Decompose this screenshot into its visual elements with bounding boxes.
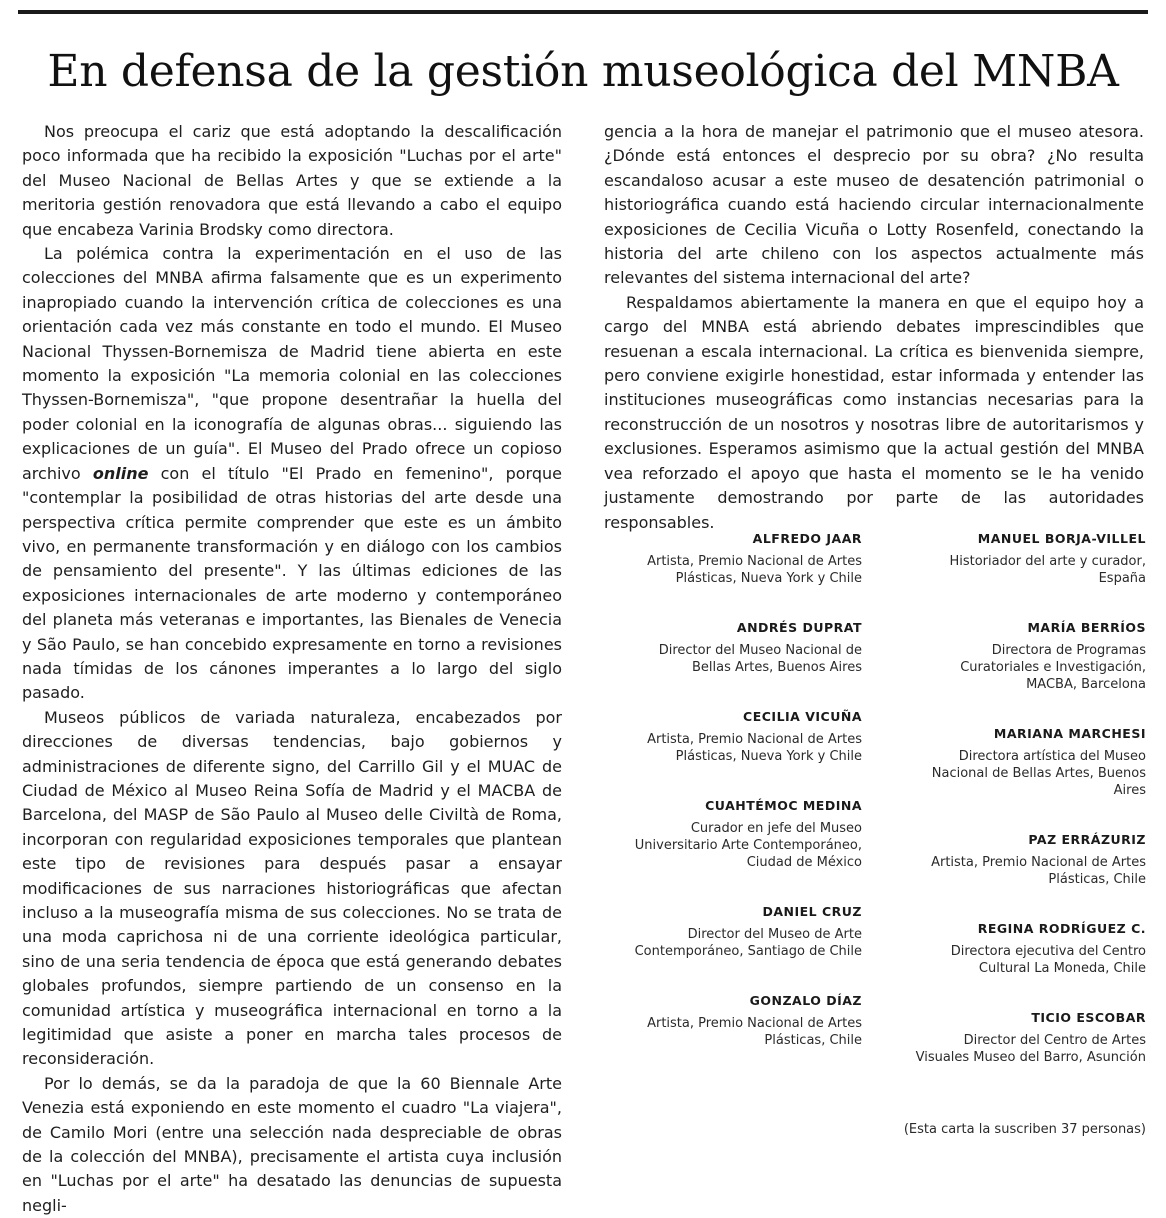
paragraph-1: Nos preocupa el cariz que está adoptando la descalificación poco informada que ha recibido la exposición "Luchas por el arte" del Museo Nacional de Bellas Artes y que se extiende a la meritoria gestión renovadora que está llevando a cabo el equipo que encabeza Varinia Brodsky como directora.: [22, 122, 562, 239]
paragraph-2: [22, 242, 562, 706]
signer-name: MARÍA BERRÍOS: [1027, 620, 1146, 635]
signer-name: ANDRÉS DUPRAT: [736, 620, 862, 635]
signer-name: REGINA RODRÍGUEZ C.: [977, 921, 1146, 936]
signer-role: Artista, Premio Nacional de Artes Plásticas, Chile: [931, 855, 1146, 887]
top-rule: [18, 10, 1148, 14]
headline: En defensa de la gestión museológica del MNBA: [47, 46, 1119, 97]
signatories-footnote: (Esta carta la suscriben 37 personas): [903, 1122, 1146, 1137]
signer-role: Artista, Premio Nacional de Artes Plásticas, Nueva York y Chile: [647, 732, 862, 764]
signer: [914, 831, 1146, 888]
signer-name: ALFREDO JAAR: [752, 531, 862, 546]
signer-name: CECILIA VICUÑA: [743, 709, 862, 724]
signers-column-left: [630, 530, 862, 1049]
signer-role: Directora ejecutiva del Centro Cultural La Moneda, Chile: [950, 944, 1146, 976]
article-column-left: [22, 120, 562, 1218]
signer: [914, 1009, 1146, 1066]
paragraph-2-part-b: con el título "El Prado en femenino", porque "contemplar la posibilidad de otras historias del arte desde una perspectiva crítica permite comprender que este es un ámbito vivo, en permanente transformación y en diálogo con los cambios de pensamiento del presente". Y las últimas ediciones de las exposiciones internacionales de arte moderno y contemporáneo del planeta más veteranas e importantes, las Bienales de Venecia y São Paulo, se han concebido expresamente en torno a revisiones nada tímidas de los cánones imperantes a lo largo del siglo pasado.: [22, 463, 562, 703]
signer-role: Directora artística del Museo Nacional de Bellas Artes, Buenos Aires: [931, 749, 1146, 798]
signer-role: Director del Centro de Artes Visuales Museo del Barro, Asunción: [915, 1033, 1146, 1065]
signer: [630, 903, 862, 960]
signer-role: Artista, Premio Nacional de Artes Plásticas, Nueva York y Chile: [647, 554, 862, 586]
signer: [630, 797, 862, 871]
article-page: [18, 0, 1148, 1215]
signer-name: PAZ ERRÁZURIZ: [1028, 832, 1146, 847]
paragraph-4: Por lo demás, se da la paradoja de que la 60 Biennale Arte Venezia está exponiendo en este momento el cuadro "La viajera", de Camilo Mori (entre una selección nada despreciable de obras de la colección del MNBA), precisamente el artista cuya inclusión en "Luchas por el arte" ha desatado las denuncias de supuesta negli-: [22, 1073, 562, 1215]
online-emphasis: online: [92, 463, 149, 483]
signer-role: Directora de Programas Curatoriales e Investigación, MACBA, Barcelona: [960, 643, 1146, 692]
signer-role: Historiador del arte y curador, España: [949, 554, 1146, 586]
paragraph-3: Museos públicos de variada naturaleza, encabezados por direcciones de diversas tendencias, bajo gobiernos y administraciones de diferente signo, del Carrillo Gil y el MUAC de Ciudad de México al Museo Reina Sofía de Madrid y el MACBA de Barcelona, del MASP de São Paulo al Museo delle Civiltà de Roma, incorporan con regularidad exposiciones temporales que plantean este tipo de revisiones para después pasar a ensayar modificaciones de sus narraciones historiográficas que afectan incluso a la museografía misma de sus colecciones. No se trata de una moda caprichosa ni de una corriente ideológica particular, sino de una seria tendencia de época que está generando debates globales profundos, siempre partiendo de un consenso en la comunidad artística y museográfica internacional en torno a la legitimidad que asiste a poner en marcha tales procesos de reconsideración.: [22, 707, 562, 1069]
paragraph-4-continued: gencia a la hora de manejar el patrimonio que el museo atesora. ¿Dónde está entonces el desprecio por su obra? ¿No resulta escandaloso acusar a este museo de desatención patrimonial o historiográfica cuando está haciendo circular internacionalmente exposiciones de Cecilia Vicuña o Lotty Rosenfeld, conectando la historia del arte chileno con los aspectos actualmente más relevantes del sistema internacional del arte?: [604, 122, 1144, 288]
signer-role: Director del Museo de Arte Contemporáneo, Santiago de Chile: [634, 927, 862, 959]
signers-column-right: [914, 530, 1146, 1066]
paragraph-5: Respaldamos abiertamente la manera en que el equipo hoy a cargo del MNBA está abriendo debates imprescindibles que resuenan a escala internacional. La crítica es bienvenida siempre, pero conviene exigirle honestidad, estar informada y entender las instituciones museográficas como instancias necesarias para la reconstrucción de un nosotros y nosotras libre de autoritarismos y exclusiones. Esperamos asimismo que la actual gestión del MNBA vea reforzado el apoyo que hasta el momento se le ha venido justamente demostrando por parte de las autoridades responsables.: [604, 292, 1144, 532]
paragraph-2-part-a: La polémica contra la experimentación en el uso de las colecciones del MNBA afirma falsamente que es un experimento inapropiado cuando la intervención crítica de colecciones es una orientación cada vez más constante en todo el mundo. El Museo Nacional Thyssen-Bornemisza de Madrid tiene abierta en este momento la exposición "La memoria colonial en las colecciones Thyssen-Bornemisza", "que propone desentrañar la huella del poder colonial en la iconografía de algunas obras... siguiendo las explicaciones de un guía". El Museo del Prado ofrece un copioso archivo: [22, 244, 562, 483]
signer-role: Director del Museo Nacional de Bellas Artes, Buenos Aires: [658, 643, 862, 675]
signer: [630, 992, 862, 1049]
signer: [914, 725, 1146, 799]
signer-name: MANUEL BORJA-VILLEL: [977, 531, 1146, 546]
signer: [914, 619, 1146, 693]
signer-name: GONZALO DÍAZ: [749, 993, 862, 1008]
signer-name: TICIO ESCOBAR: [1031, 1010, 1146, 1025]
signer-name: MARIANA MARCHESI: [993, 726, 1146, 741]
signer-role: Artista, Premio Nacional de Artes Plásticas, Chile: [647, 1016, 862, 1048]
signer: [630, 619, 862, 676]
signer: [914, 530, 1146, 587]
signer: [630, 708, 862, 765]
signer-name: DANIEL CRUZ: [762, 904, 862, 919]
signer: [630, 530, 862, 587]
signer-name: CUAHTÉMOC MEDINA: [705, 798, 862, 813]
signer-role: Curador en jefe del Museo Universitario Arte Contemporáneo, Ciudad de México: [634, 821, 862, 870]
signer: [914, 920, 1146, 977]
article-column-right: [604, 120, 1144, 535]
